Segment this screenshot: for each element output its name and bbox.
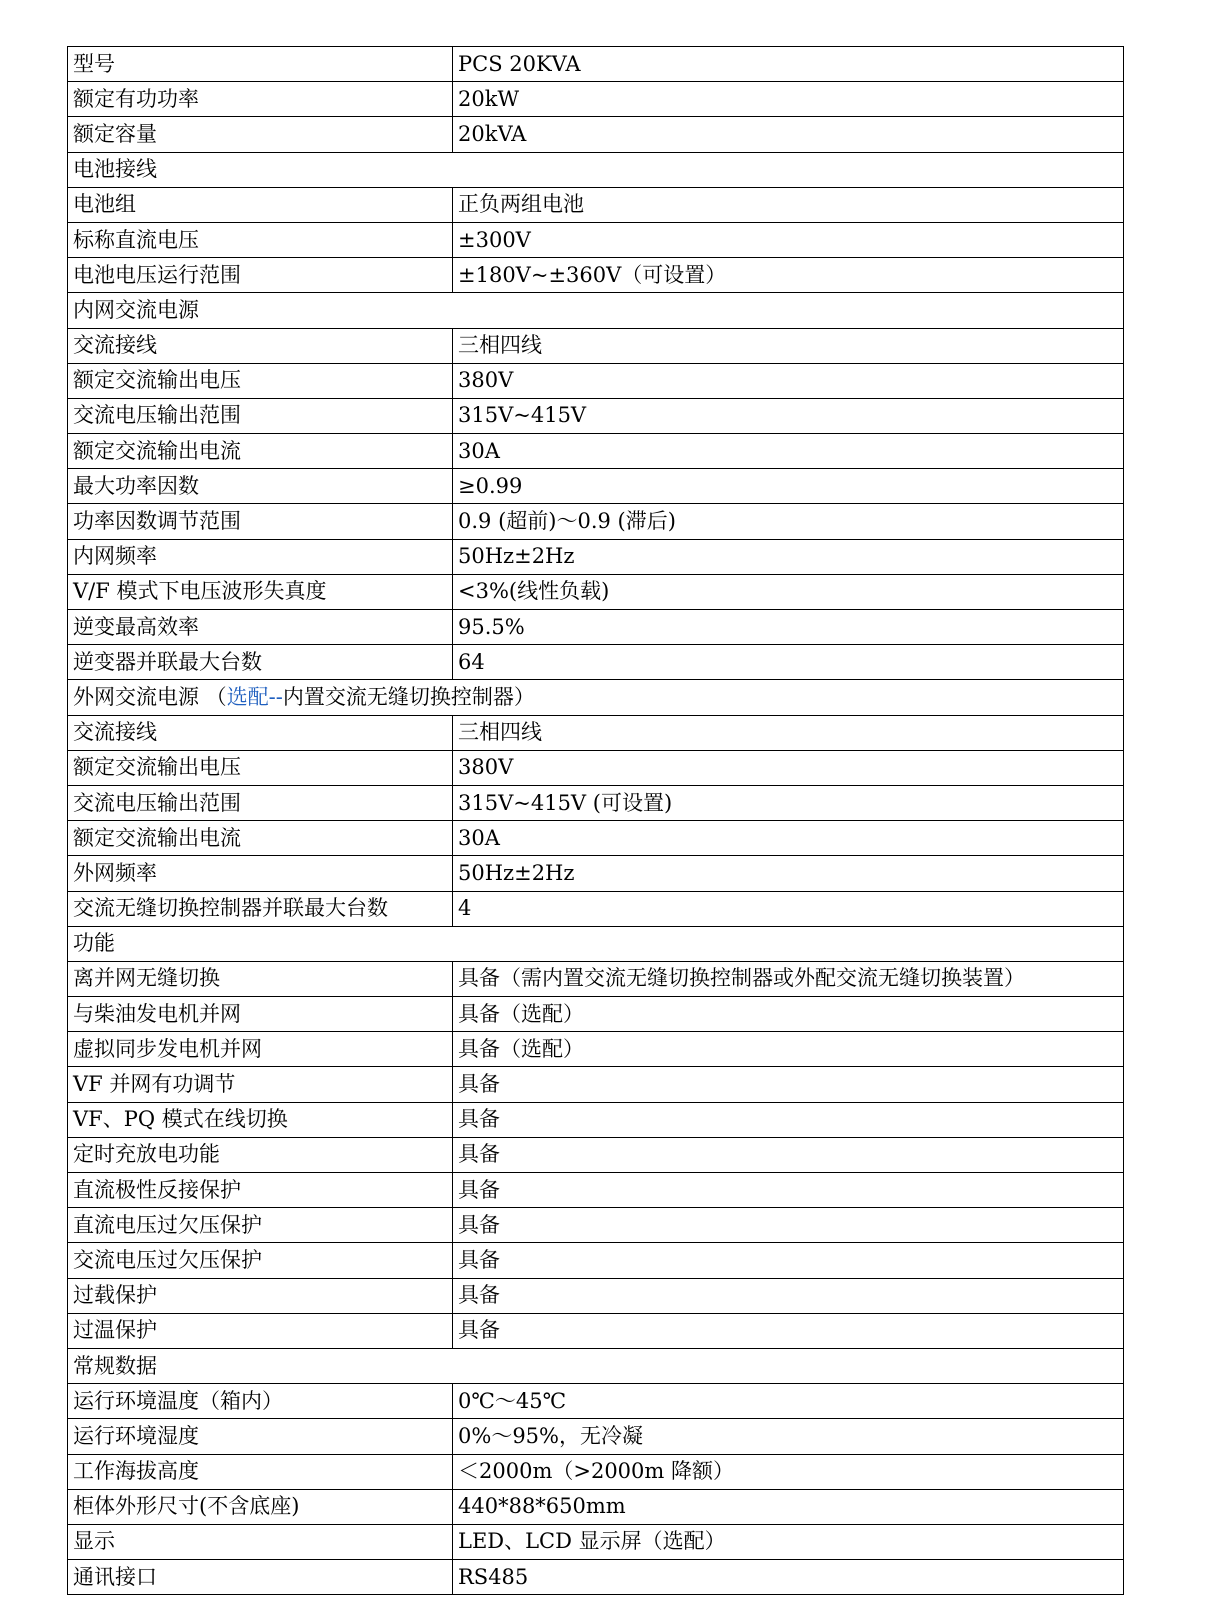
spec-row (68, 1243, 1124, 1278)
spec-row (68, 258, 1124, 293)
spec-label: 工作海拔高度 (68, 1454, 453, 1489)
spec-label: 型号 (68, 47, 453, 82)
section-header-row (68, 1348, 1124, 1383)
spec-row (68, 891, 1124, 926)
spec-value: 50Hz±2Hz (453, 539, 1124, 574)
spec-value: 440*88*650mm (453, 1489, 1124, 1524)
spec-row (68, 363, 1124, 398)
spec-row (68, 610, 1124, 645)
spec-label: 定时充放电功能 (68, 1137, 453, 1172)
spec-row (68, 328, 1124, 363)
spec-row (68, 1102, 1124, 1137)
spec-value: 30A (453, 821, 1124, 856)
spec-row (68, 1032, 1124, 1067)
spec-label: 电池组 (68, 187, 453, 222)
section-title: 电池接线 (73, 157, 157, 182)
spec-label: 显示 (68, 1524, 453, 1559)
section-option-note: 选配-- (226, 684, 283, 709)
spec-label: 交流接线 (68, 715, 453, 750)
spec-value: ±300V (453, 222, 1124, 257)
section-header-row (68, 926, 1124, 961)
spec-row (68, 1208, 1124, 1243)
spec-label: 额定有功功率 (68, 82, 453, 117)
section-header (68, 1348, 1124, 1383)
spec-label: 额定交流输出电流 (68, 821, 453, 856)
spec-value: 具备（选配） (453, 1032, 1124, 1067)
spec-label: 逆变器并联最大台数 (68, 645, 453, 680)
section-header-row (68, 152, 1124, 187)
section-header-row (68, 293, 1124, 328)
spec-row (68, 1560, 1124, 1595)
spec-value: 95.5% (453, 610, 1124, 645)
spec-label: 交流电压输出范围 (68, 785, 453, 820)
spec-value: 50Hz±2Hz (453, 856, 1124, 891)
spec-label: 交流接线 (68, 328, 453, 363)
section-header (68, 926, 1124, 961)
section-title: 常规数据 (73, 1353, 157, 1378)
spec-value: 30A (453, 434, 1124, 469)
spec-value: 具备 (453, 1067, 1124, 1102)
spec-row (68, 1384, 1124, 1419)
spec-label: V/F 模式下电压波形失真度 (68, 574, 453, 609)
spec-row (68, 187, 1124, 222)
section-header (68, 293, 1124, 328)
spec-label: VF、PQ 模式在线切换 (68, 1102, 453, 1137)
spec-value: ＜2000m（>2000m 降额） (453, 1454, 1124, 1489)
spec-label: 直流电压过欠压保护 (68, 1208, 453, 1243)
spec-label: VF 并网有功调节 (68, 1067, 453, 1102)
spec-row (68, 504, 1124, 539)
spec-row (68, 469, 1124, 504)
spec-value: PCS 20KVA (453, 47, 1124, 82)
section-title: 外网交流电源 （ (73, 684, 227, 709)
spec-value: 380V (453, 363, 1124, 398)
spec-value: <3%(线性负载) (453, 574, 1124, 609)
spec-label: 交流无缝切换控制器并联最大台数 (68, 891, 453, 926)
spec-label: 交流电压输出范围 (68, 398, 453, 433)
spec-label: 柜体外形尺寸(不含底座) (68, 1489, 453, 1524)
spec-row (68, 1278, 1124, 1313)
spec-label: 与柴油发电机并网 (68, 997, 453, 1032)
spec-value: 三相四线 (453, 328, 1124, 363)
spec-label: 标称直流电压 (68, 222, 453, 257)
spec-value: 三相四线 (453, 715, 1124, 750)
spec-value: 具备 (453, 1208, 1124, 1243)
spec-value: 315V~415V (可设置) (453, 785, 1124, 820)
spec-row (68, 645, 1124, 680)
spec-row (68, 1173, 1124, 1208)
spec-label: 额定交流输出电压 (68, 363, 453, 398)
spec-row (68, 539, 1124, 574)
spec-label: 内网频率 (68, 539, 453, 574)
spec-label: 虚拟同步发电机并网 (68, 1032, 453, 1067)
spec-label: 离并网无缝切换 (68, 961, 453, 996)
spec-label: 电池电压运行范围 (68, 258, 453, 293)
spec-label: 过温保护 (68, 1313, 453, 1348)
spec-value: 具备（选配） (453, 997, 1124, 1032)
spec-row (68, 821, 1124, 856)
spec-row (68, 1137, 1124, 1172)
spec-value: RS485 (453, 1560, 1124, 1595)
spec-value: ≥0.99 (453, 469, 1124, 504)
spec-value: 0.9 (超前)～0.9 (滞后) (453, 504, 1124, 539)
spec-label: 运行环境温度（箱内） (68, 1384, 453, 1419)
spec-row (68, 1067, 1124, 1102)
spec-label: 额定容量 (68, 117, 453, 152)
spec-row (68, 574, 1124, 609)
spec-value: 64 (453, 645, 1124, 680)
spec-row (68, 1524, 1124, 1559)
spec-row (68, 715, 1124, 750)
spec-value: 具备 (453, 1102, 1124, 1137)
spec-label: 额定交流输出电流 (68, 434, 453, 469)
spec-value: ±180V~±360V（可设置） (453, 258, 1124, 293)
spec-label: 逆变最高效率 (68, 610, 453, 645)
spec-value: 4 (453, 891, 1124, 926)
spec-value: 380V (453, 750, 1124, 785)
spec-label: 通讯接口 (68, 1560, 453, 1595)
spec-label: 外网频率 (68, 856, 453, 891)
spec-value: 315V~415V (453, 398, 1124, 433)
spec-value: 20kW (453, 82, 1124, 117)
spec-label: 功率因数调节范围 (68, 504, 453, 539)
spec-value: 具备 (453, 1278, 1124, 1313)
section-header (68, 680, 1124, 715)
spec-value: 0℃～45℃ (453, 1384, 1124, 1419)
spec-value: 具备 (453, 1173, 1124, 1208)
spec-row (68, 434, 1124, 469)
section-title: 功能 (73, 931, 115, 956)
spec-value: 0%～95%，无冷凝 (453, 1419, 1124, 1454)
spec-label: 交流电压过欠压保护 (68, 1243, 453, 1278)
spec-row (68, 82, 1124, 117)
spec-label: 运行环境湿度 (68, 1419, 453, 1454)
spec-row (68, 222, 1124, 257)
spec-value: 20kVA (453, 117, 1124, 152)
spec-row (68, 47, 1124, 82)
spec-label: 最大功率因数 (68, 469, 453, 504)
spec-row (68, 117, 1124, 152)
spec-label: 额定交流输出电压 (68, 750, 453, 785)
spec-row (68, 1489, 1124, 1524)
section-header (68, 152, 1124, 187)
spec-row (68, 785, 1124, 820)
spec-value: 具备 (453, 1137, 1124, 1172)
spec-value: 具备 (453, 1243, 1124, 1278)
spec-table (67, 46, 1124, 1595)
spec-row (68, 997, 1124, 1032)
spec-label: 直流极性反接保护 (68, 1173, 453, 1208)
spec-value: LED、LCD 显示屏（选配） (453, 1524, 1124, 1559)
section-title-suffix: 内置交流无缝切换控制器） (282, 684, 535, 709)
spec-label: 过载保护 (68, 1278, 453, 1313)
section-header-row (68, 680, 1124, 715)
section-title: 内网交流电源 (73, 297, 199, 322)
spec-row (68, 1313, 1124, 1348)
spec-row (68, 750, 1124, 785)
spec-row (68, 398, 1124, 433)
spec-row (68, 1454, 1124, 1489)
spec-row (68, 961, 1124, 996)
spec-value: 具备（需内置交流无缝切换控制器或外配交流无缝切换装置） (453, 961, 1124, 996)
spec-row (68, 856, 1124, 891)
spec-value: 正负两组电池 (453, 187, 1124, 222)
spec-table-body (68, 47, 1124, 1595)
spec-row (68, 1419, 1124, 1454)
spec-value: 具备 (453, 1313, 1124, 1348)
